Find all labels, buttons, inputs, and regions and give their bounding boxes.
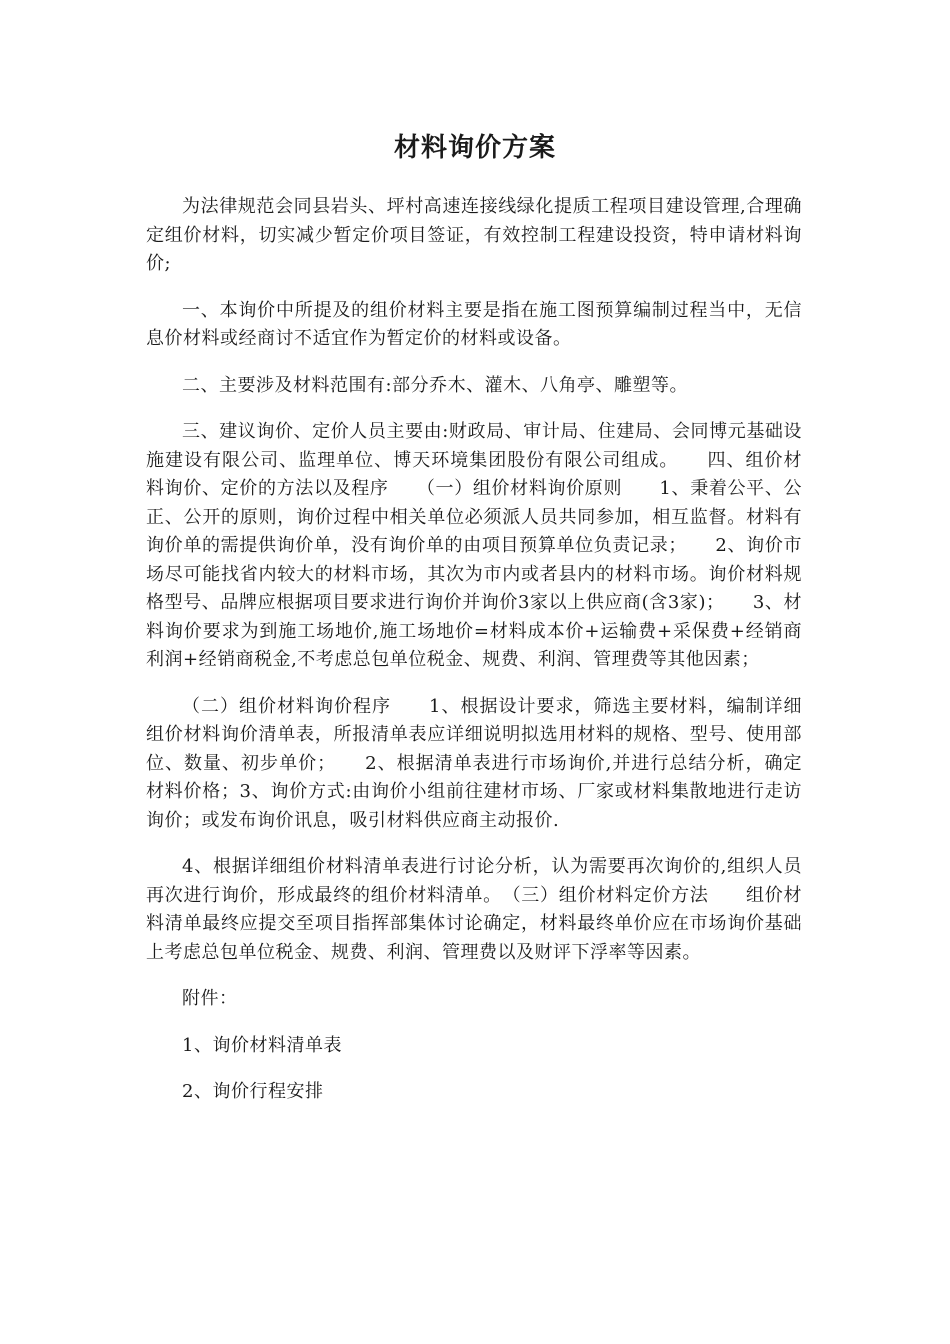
document-title: 材料询价方案	[393, 133, 556, 163]
attachment-item: 1、询价材料清单表	[182, 1034, 342, 1056]
section-three-four-paragraph: 三、建议询价、定价人员主要由:财政局、审计局、住建局、会同博元基础设施建设有限公司、监理单位、博天环境集团股份有限公司组成。 四、组价材料询价、定价的方法以及程序 （一）组价材料询价原则 1、秉着公平、公正、公开的原则，询价过程中相关单位必须派人员共同参加，相互监督。材料有询价单的需提供询价单，没有询价单的由项目预算单位负责记录； 2、询价市场尽可能找省内较大的材料市场，其次为市内或者县内的材料市场。询价材料规格型号、品牌应根据项目要求进行询价并询价3家以上供应商(含3家)； 3、材料询价要求为到施工场地价,施工场地价=材料成本价+运输费+采保费+经销商利润+经销商税金,不考虑总包单位税金、规费、利润、管理费等其他因素；	[146, 421, 802, 670]
attachment-item: 2、询价行程安排	[182, 1081, 324, 1102]
section-one-paragraph: 一、本询价中所提及的组价材料主要是指在施工图预算编制过程当中，无信息价材料或经商讨不适宜作为暂定价的材料或设备。	[146, 299, 802, 349]
section-two-paragraph: 二、主要涉及材料范围有:部分乔木、灌木、八角亭、雕塑等。	[182, 374, 689, 396]
document-body	[146, 193, 802, 1125]
attachments-heading: 附件：	[182, 988, 238, 1009]
pricing-method-paragraph: 4、根据详细组价材料清单表进行讨论分析，认为需要再次询价的,组织人员再次进行询价，形成最终的组价材料清单。 （三）组价材料定价方法 组价材料清单最终应提交至项目指挥部集体讨论确定，材料最终单价应在市场询价基础上考虑总包单位税金、规费、利润、管理费以及财评下浮率等因素。	[146, 856, 802, 963]
intro-paragraph: 为法律规范会同县岩头、坪村高速连接线绿化提质工程项目建设管理,合理确定组价材料，切实减少暂定价项目签证，有效控制工程建设投资，特申请材料询价;	[146, 196, 802, 274]
inquiry-procedure-paragraph: （二）组价材料询价程序 1、根据设计要求，筛选主要材料，编制详细组价材料询价清单表，所报清单表应详细说明拟选用材料的规格、型号、使用部位、数量、初步单价； 2、根据清单表进行市场询价,并进行总结分析，确定材料价格；3、询价方式:由询价小组前往建材市场、厂家或材料集散地进行走访询价；或发布询价讯息，吸引材料供应商主动报价.	[146, 695, 802, 831]
